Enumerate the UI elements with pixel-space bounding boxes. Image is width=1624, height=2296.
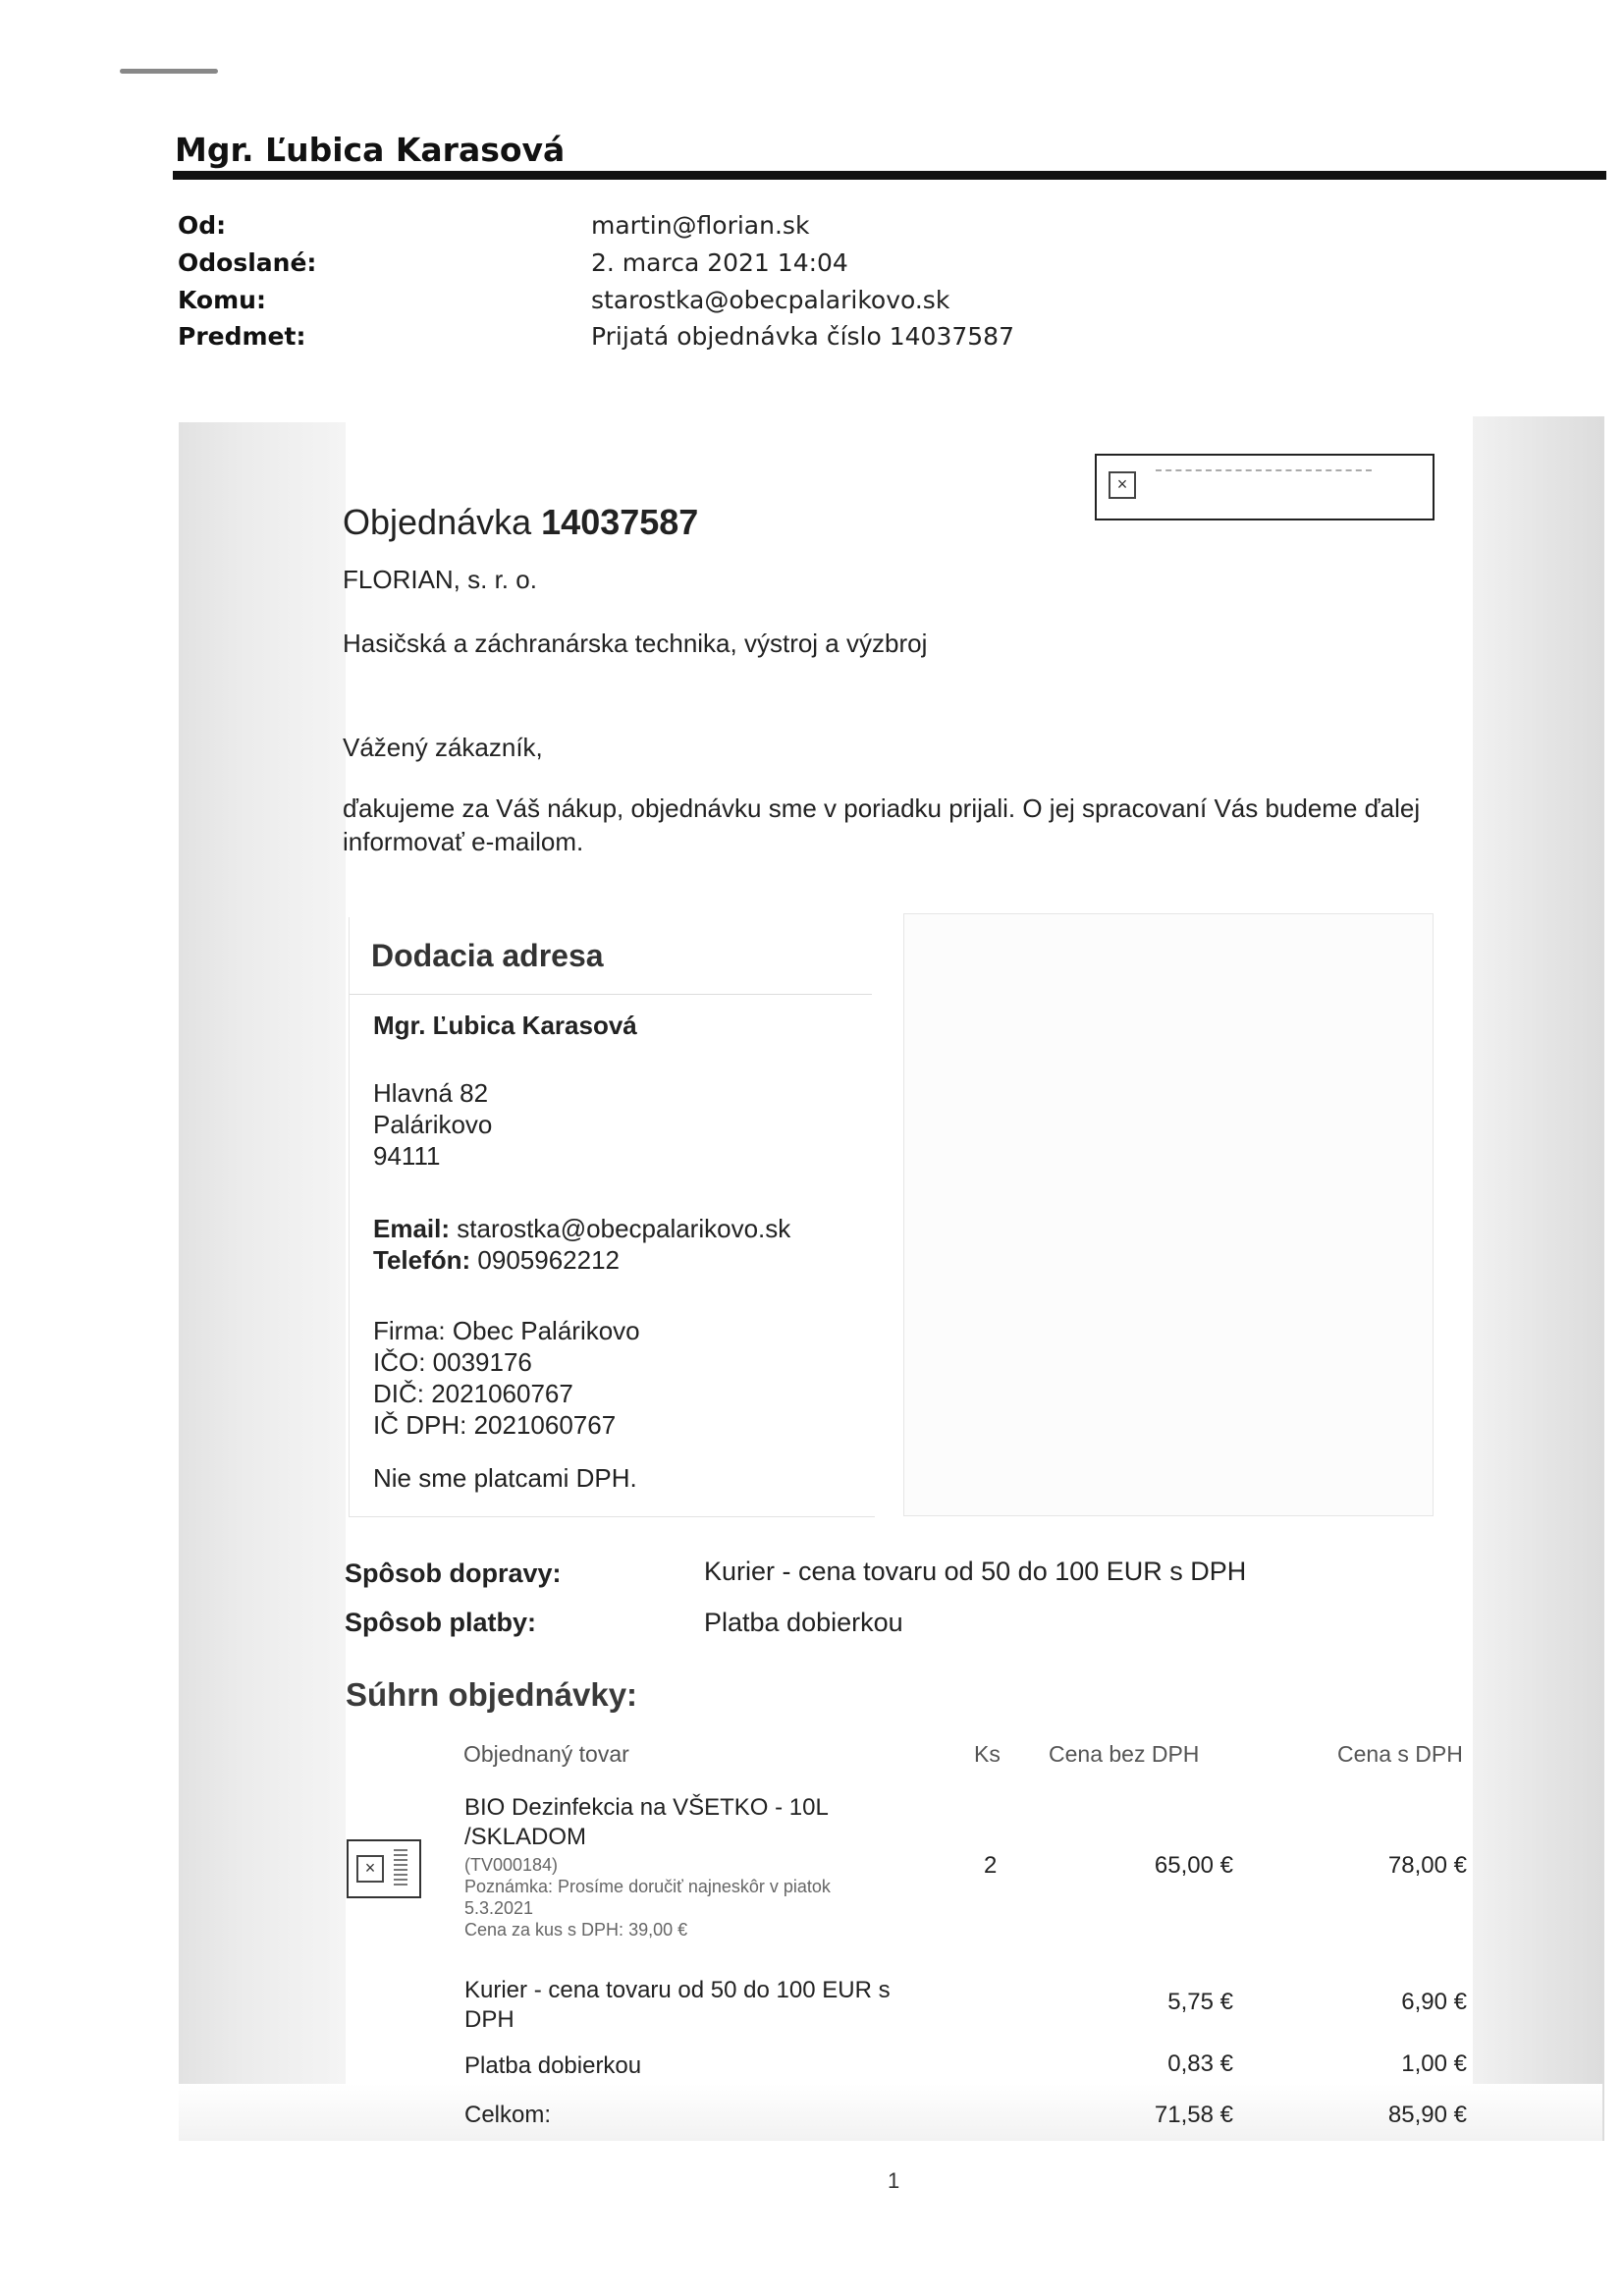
header-rule	[173, 171, 1606, 180]
company-tagline: Hasičská a záchranárska technika, výstroj a výzbroj	[343, 629, 928, 658]
order-title	[343, 502, 698, 543]
delivery-email	[373, 1214, 790, 1244]
transport-value: Kurier - cena tovaru od 50 do 100 EUR s DPH	[704, 1557, 1247, 1586]
payment-label: Spôsob platby:	[345, 1608, 536, 1637]
product-note-line1: Poznámka: Prosíme doručiť najneskôr v piatok	[464, 1877, 831, 1896]
delivery-dic: DIČ: 2021060767	[373, 1379, 573, 1408]
product-thumbnail-stripes	[394, 1849, 407, 1888]
col-header-price-ex: Cena bez DPH	[1049, 1741, 1200, 1767]
total-price-ex: 71,58 €	[1154, 2102, 1233, 2128]
product-qty: 2	[984, 1852, 998, 1879]
transport-label: Spôsob dopravy:	[345, 1558, 562, 1588]
phone-value: 0905962212	[477, 1245, 621, 1275]
vat-note: Nie sme platcami DPH.	[373, 1463, 637, 1493]
order-title-prefix: Objednávka	[343, 502, 532, 542]
broken-image-icon: ×	[1109, 471, 1136, 499]
phone-label: Telefón:	[373, 1245, 471, 1275]
delivery-street: Hlavná 82	[373, 1078, 489, 1108]
logo-dashed-line	[1156, 469, 1372, 471]
delivery-firma: Firma: Obec Palárikovo	[373, 1316, 640, 1345]
col-header-qty: Ks	[974, 1741, 1001, 1767]
delivery-divider	[350, 994, 872, 995]
scan-shadow-right	[1473, 416, 1604, 2141]
delivery-city: Palárikovo	[373, 1110, 493, 1139]
logo-placeholder	[1095, 454, 1435, 520]
page-number: 1	[888, 2168, 900, 2193]
product-code: (TV000184)	[464, 1855, 559, 1875]
sent-value: 2. marca 2021 14:04	[591, 248, 848, 277]
scan-shadow-left	[179, 422, 346, 2141]
summary-title: Súhrn objednávky:	[346, 1676, 638, 1713]
broken-image-icon: ×	[356, 1855, 384, 1883]
col-header-price-inc: Cena s DPH	[1337, 1741, 1463, 1767]
total-label: Celkom:	[464, 2102, 552, 2128]
scan-mark	[120, 69, 218, 74]
courier-name-line2: DPH	[464, 2006, 514, 2033]
delivery-title: Dodacia adresa	[371, 938, 604, 973]
sent-label: Odoslané:	[178, 248, 317, 277]
courier-price-inc: 6,90 €	[1401, 1989, 1467, 2015]
product-name-line2: /SKLADOM	[464, 1824, 587, 1850]
payment-row-name: Platba dobierkou	[464, 2052, 642, 2079]
product-price-inc: 78,00 €	[1387, 1852, 1467, 1879]
email-value: starostka@obecpalarikovo.sk	[457, 1214, 791, 1243]
payment-value: Platba dobierkou	[704, 1608, 903, 1637]
product-unit-price: Cena za kus s DPH: 39,00 €	[464, 1920, 688, 1940]
to-value: starostka@obecpalarikovo.sk	[591, 286, 950, 314]
delivery-ic-dph: IČ DPH: 2021060767	[373, 1410, 617, 1440]
payment-price-ex: 0,83 €	[1167, 2050, 1233, 2077]
from-label: Od:	[178, 211, 227, 240]
thanks-message: ďakujeme za Váš nákup, objednávku sme v poriadku prijali. O jej spracovaní Vás budeme ďalej informovať e-mailom.	[343, 793, 1421, 856]
product-name-line1: BIO Dezinfekcia na VŠETKO - 10L	[464, 1794, 829, 1821]
delivery-phone	[373, 1245, 620, 1276]
product-price-ex: 65,00 €	[1154, 1852, 1233, 1879]
from-value: martin@florian.sk	[591, 211, 810, 240]
greeting: Vážený zákazník,	[343, 733, 543, 762]
courier-price-ex: 5,75 €	[1167, 1989, 1233, 2015]
to-label: Komu:	[178, 286, 266, 314]
payment-price-inc: 1,00 €	[1401, 2050, 1467, 2077]
email-label: Email:	[373, 1214, 451, 1243]
company-name: FLORIAN, s. r. o.	[343, 565, 537, 594]
delivery-zip: 94111	[373, 1141, 441, 1171]
courier-name-line1: Kurier - cena tovaru od 50 do 100 EUR s	[464, 1977, 891, 2003]
sender-name: Mgr. Ľubica Karasová	[175, 131, 566, 169]
delivery-name: Mgr. Ľubica Karasová	[373, 1011, 637, 1040]
col-header-item: Objednaný tovar	[463, 1741, 629, 1767]
order-number: 14037587	[541, 502, 699, 542]
total-price-inc: 85,90 €	[1387, 2102, 1467, 2128]
subject-label: Predmet:	[178, 322, 306, 351]
subject-value: Prijatá objednávka číslo 14037587	[591, 322, 1014, 351]
product-note-line2: 5.3.2021	[464, 1898, 534, 1918]
delivery-ico: IČO: 0039176	[373, 1347, 532, 1377]
billing-panel-empty	[903, 913, 1434, 1516]
product-thumbnail	[347, 1839, 421, 1898]
